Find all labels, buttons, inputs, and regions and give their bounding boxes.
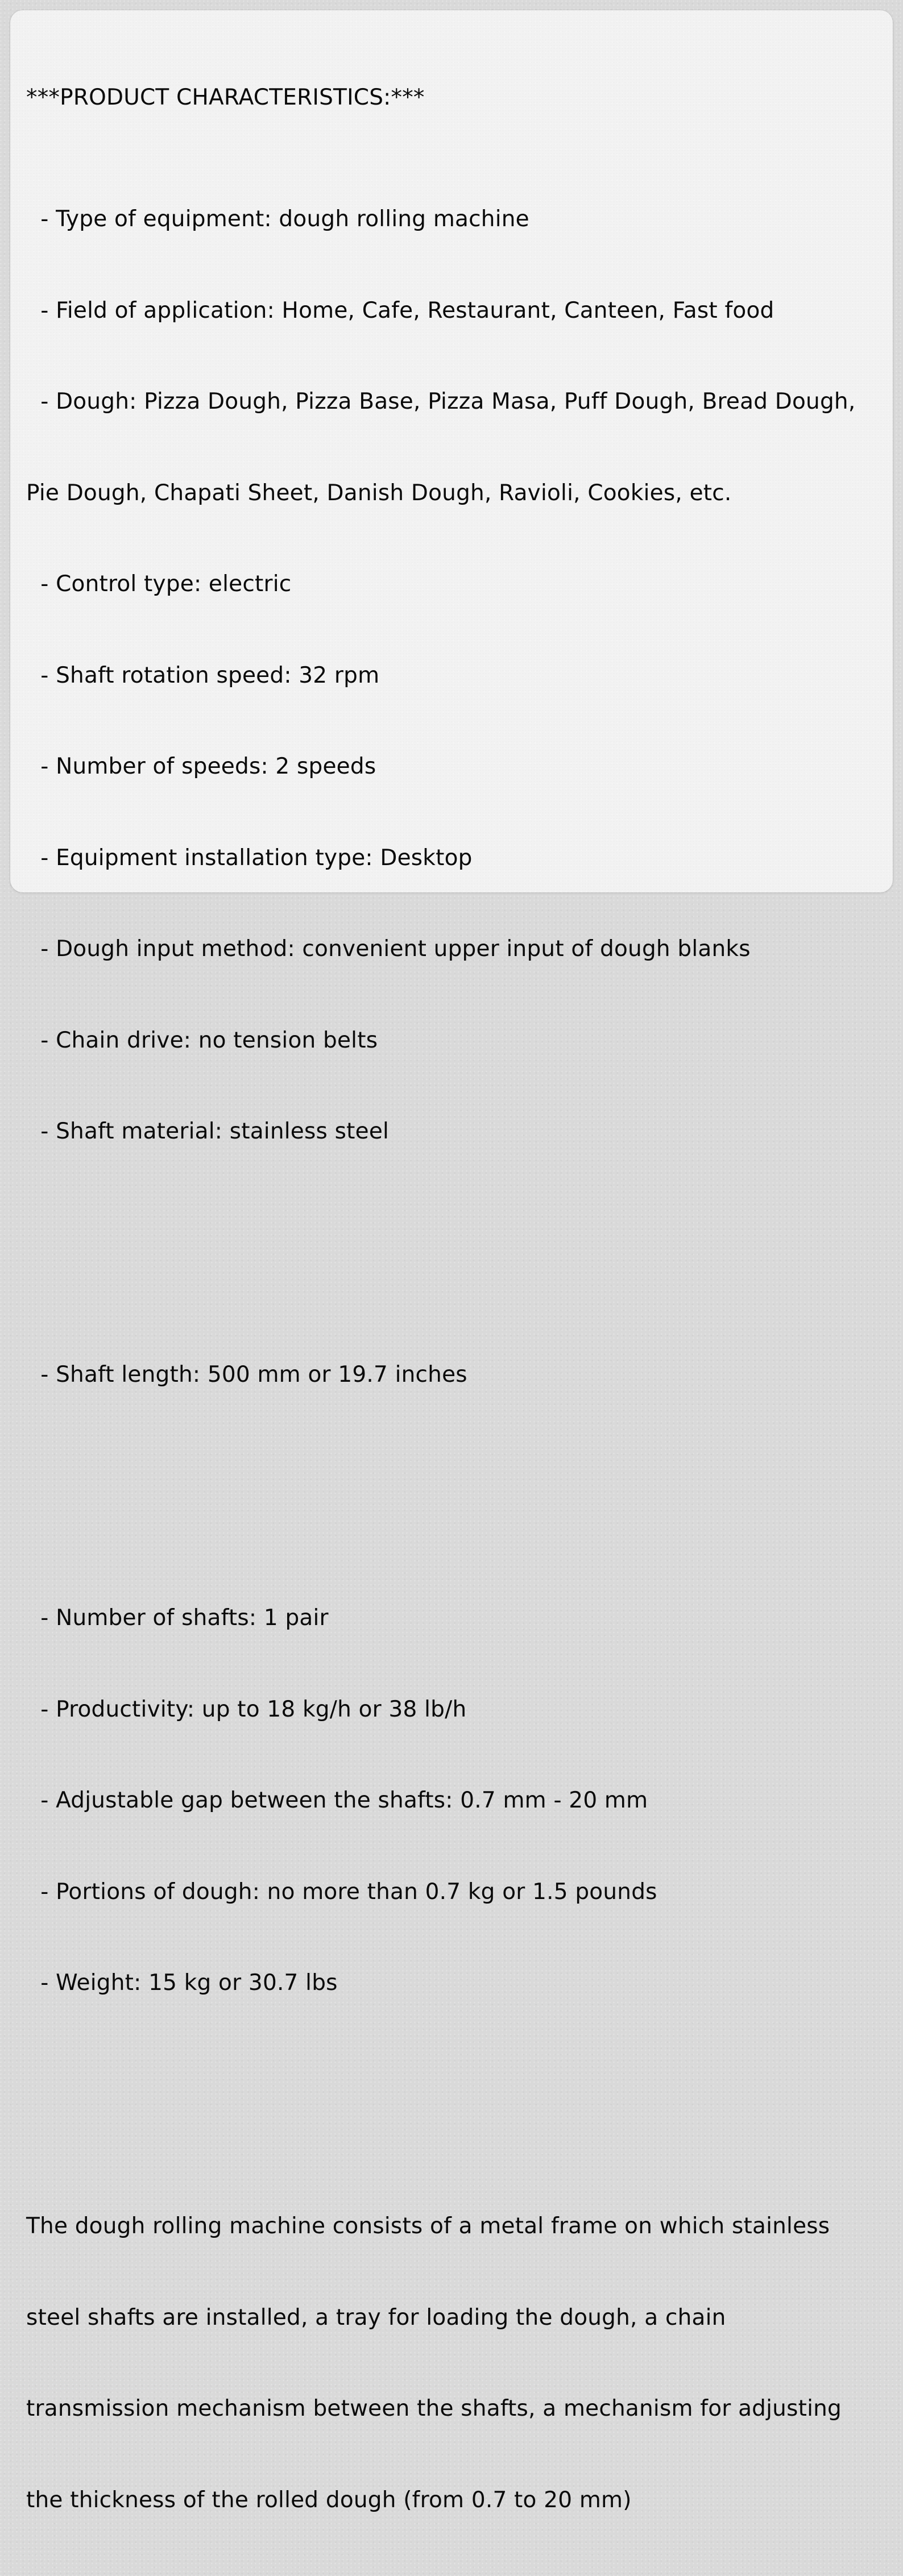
spec-line: - Dough input method: convenient upper input of dough blanks — [26, 936, 751, 962]
spec-line: - Portions of dough: no more than 0.7 kg or 1.5 pounds — [26, 1879, 657, 1905]
spec-line: - Number of speeds: 2 speeds — [26, 754, 376, 779]
description-line: steel shafts are installed, a tray for loading the dough, a chain — [26, 2304, 726, 2330]
blank-line — [26, 2089, 879, 2120]
spec-line: - Control type: electric — [26, 571, 292, 597]
blank-line — [26, 1238, 879, 1269]
spec-line: - Weight: 15 kg or 30.7 lbs — [26, 1970, 338, 1996]
spec-line: - Adjustable gap between the shafts: 0.7 mm - 20 mm — [26, 1788, 648, 1813]
description-line: the thickness of the rolled dough (from 0.7 to 20 mm) — [26, 2487, 632, 2513]
section-heading: ***PRODUCT CHARACTERISTICS:*** — [26, 85, 425, 110]
description-line: transmission mechanism between the shafts, a mechanism for adjusting — [26, 2396, 842, 2421]
spec-line: - Dough: Pizza Dough, Pizza Base, Pizza Masa, Puff Dough, Bread Dough, — [26, 389, 856, 414]
spec-line: - Shaft length: 500 mm or 19.7 inches — [26, 1362, 467, 1387]
spec-line: - Shaft rotation speed: 32 rpm — [26, 662, 380, 688]
text-card — [10, 10, 893, 2513]
description-line: The dough rolling machine consists of a metal frame on which stainless — [26, 2213, 830, 2239]
spec-line: Pie Dough, Chapati Sheet, Danish Dough, Ravioli, Cookies, etc. — [26, 480, 732, 506]
spec-line: - Productivity: up to 18 kg/h or 38 lb/h — [26, 1696, 467, 1722]
spec-line: - Shaft material: stainless steel — [26, 1119, 390, 1144]
spec-line: - Field of application: Home, Cafe, Restaurant, Canteen, Fast food — [26, 297, 774, 323]
spec-line: - Type of equipment: dough rolling machine — [26, 206, 529, 232]
spec-line: - Number of shafts: 1 pair — [26, 1605, 329, 1631]
product-description — [26, 22, 879, 2576]
spec-line: - Equipment installation type: Desktop — [26, 845, 473, 871]
blank-line — [26, 1481, 879, 1512]
spec-line: - Chain drive: no tension belts — [26, 1027, 378, 1053]
